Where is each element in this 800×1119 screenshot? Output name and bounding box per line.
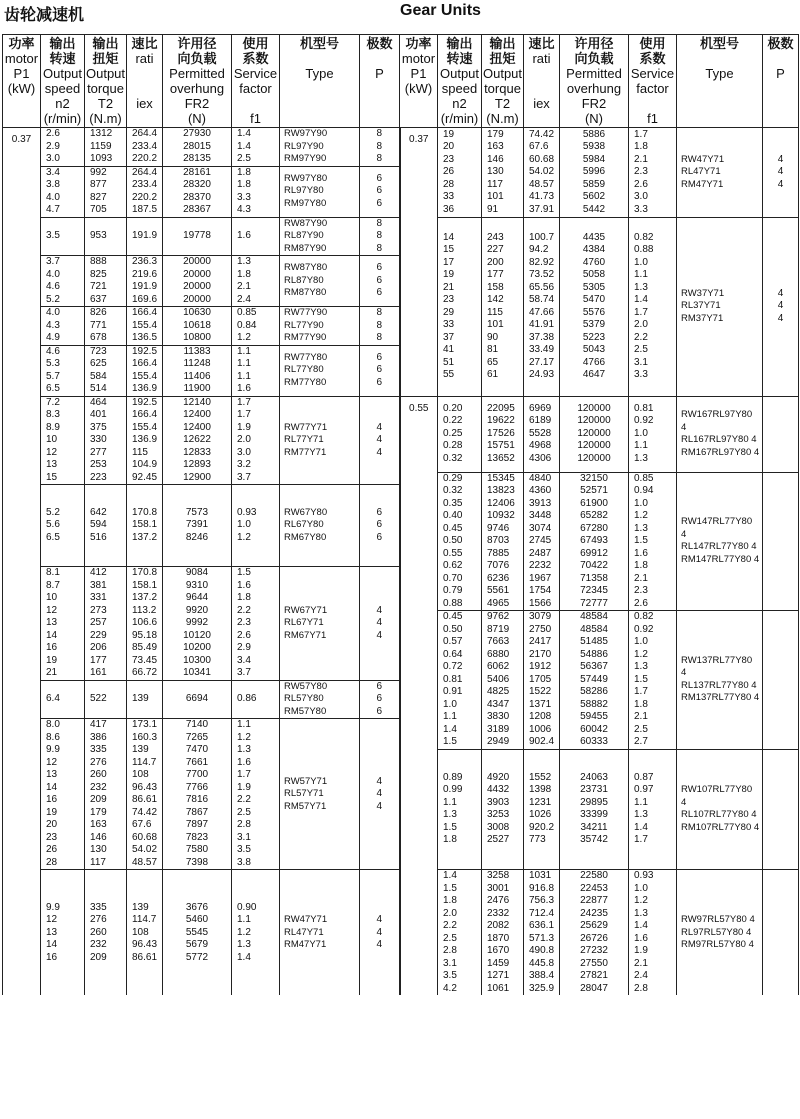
output-speed-cell: 0.89 0.99 1.1 1.3 1.5 1.8: [438, 749, 482, 870]
output-speed-cell: 4.6 5.3 5.7 6.5: [41, 345, 85, 396]
overhung-load-cell: 7573 7391 8246: [163, 485, 232, 567]
output-torque-cell: 417 386 335 276 260 232 209 179 163 146 130 117: [85, 719, 127, 870]
overhung-load-cell: 10630 10618 10800: [163, 307, 232, 346]
header-type: 机型号 Type: [280, 35, 360, 128]
service-factor-cell: 0.90 1.1 1.2 1.3 1.4: [232, 870, 280, 996]
ratio-cell: 1031 916.8 756.3 712.4 636.1 571.3 490.8 445.8 388.4 325.9: [524, 870, 560, 996]
ratio-cell: 6969 6189 5528 4968 4306: [524, 396, 560, 472]
output-speed-cell: 14 15 17 19 21 23 29 33 37 41 51 55: [438, 217, 482, 396]
service-factor-cell: 1.1 1.1 1.1 1.6: [232, 345, 280, 396]
service-factor-cell: 1.8 1.8 3.3 4.3: [232, 166, 280, 217]
poles-cell: [763, 749, 799, 870]
overhung-load-cell: 27930 28015 28135: [163, 128, 232, 167]
ratio-cell: 192.5 166.4 155.4 136.9 115 104.9 92.45: [127, 396, 163, 485]
header-poles-r: 极数 P: [763, 35, 799, 128]
service-factor-cell: 0.87 0.97 1.1 1.3 1.4 1.7: [629, 749, 677, 870]
overhung-load-cell: 5886 5938 5984 5996 5859 5602 5442: [560, 128, 629, 218]
output-speed-cell: 6.4: [41, 680, 85, 719]
output-speed-cell: 4.0 4.3 4.9: [41, 307, 85, 346]
poles-cell: 6 6 6: [360, 345, 400, 396]
header-torque: 输出 扭矩 Output torque T2 (N.m): [86, 36, 126, 126]
ratio-cell: 264.4 233.4 220.2 187.5: [127, 166, 163, 217]
model-type-cell: RW57Y71 RL57Y71 RM57Y71: [280, 719, 360, 870]
header-row: [3, 35, 799, 128]
overhung-load-cell: 7140 7265 7470 7661 7700 7766 7816 7867 7897 7823 7580 7398: [163, 719, 232, 870]
output-torque-cell: 522: [85, 680, 127, 719]
output-torque-cell: 992 877 827 705: [85, 166, 127, 217]
model-type-cell: RW77Y90 RL77Y90 RM77Y90: [280, 307, 360, 346]
output-torque-cell: 22095 19622 17526 15751 13652: [482, 396, 524, 472]
overhung-load-cell: 19778: [163, 217, 232, 256]
poles-cell: 6 6 6: [360, 680, 400, 719]
motor-power-cell: 0.37: [3, 128, 41, 996]
ratio-cell: 264.4 233.4 220.2: [127, 128, 163, 167]
header-speed-r: 输出 转速 Output speed n2 (r/min): [438, 35, 482, 128]
overhung-load-cell: 20000 20000 20000 20000: [163, 256, 232, 307]
output-speed-cell: 19 20 23 26 28 33 36: [438, 128, 482, 218]
ratio-cell: 170.8 158.1 137.2: [127, 485, 163, 567]
output-speed-cell: 3.4 3.8 4.0 4.7: [41, 166, 85, 217]
model-type-cell: RW137RL77Y80 4 RL137RL77Y80 4 RM137RL77Y80 4: [677, 611, 763, 750]
service-factor-cell: 0.93 1.0 1.2 1.3 1.4 1.6 1.9 2.1 2.4 2.8: [629, 870, 677, 996]
header-motor-r: 功率 motor P1 (kW): [400, 35, 438, 128]
output-torque-cell: 335 276 260 232 209: [85, 870, 127, 996]
ratio-cell: 139: [127, 680, 163, 719]
ratio-cell: 139 114.7 108 96.43 86.61: [127, 870, 163, 996]
motor-power-cell: 0.55: [400, 396, 438, 995]
poles-cell: [763, 611, 799, 750]
overhung-load-cell: 12140 12400 12400 12622 12833 12893 12900: [163, 396, 232, 485]
service-factor-cell: 1.5 1.6 1.8 2.2 2.3 2.6 2.9 3.4 3.7: [232, 567, 280, 681]
output-speed-cell: 8.0 8.6 9.9 12 13 14 16 19 20 23 26 28: [41, 719, 85, 870]
service-factor-cell: 0.81 0.92 1.0 1.1 1.3: [629, 396, 677, 472]
ratio-cell: 3079 2750 2417 2170 1912 1705 1522 1371 1208 1006 902.4: [524, 611, 560, 750]
output-torque-cell: 888 825 721 637: [85, 256, 127, 307]
header-torque-r: 输出 扭矩 Output torque T2 (N.m): [483, 36, 523, 126]
poles-cell: 4 4 4: [763, 217, 799, 396]
poles-cell: [763, 472, 799, 611]
output-torque-cell: 826 771 678: [85, 307, 127, 346]
output-speed-cell: 8.1 8.7 10 12 13 14 16 19 21: [41, 567, 85, 681]
motor-power-cell: 0.37: [400, 128, 438, 397]
ratio-cell: 100.7 94.2 82.92 73.52 65.56 58.74 47.66 41.91 37.38 33.49 27.17 24.93: [524, 217, 560, 396]
header-overhung: 许用径 向负载 Permitted overhung FR2 (N): [163, 35, 232, 128]
overhung-load-cell: 120000 120000 120000 120000 120000: [560, 396, 629, 472]
overhung-load-cell: 22580 22453 22877 24235 25629 26726 27232 27550 27821 28047: [560, 870, 629, 996]
service-factor-cell: 1.3 1.8 2.1 2.4: [232, 256, 280, 307]
header-ratio: 速比 rati iex: [127, 35, 163, 128]
page-title-en: Gear Units: [400, 2, 481, 19]
ratio-cell: 192.5 166.4 155.4 136.9: [127, 345, 163, 396]
poles-cell: 8 8 8: [360, 307, 400, 346]
output-torque-cell: 4920 4432 3903 3253 3008 2527: [482, 749, 524, 870]
poles-cell: 4 4 4: [360, 567, 400, 681]
overhung-load-cell: 24063 23731 29895 33399 34211 35742: [560, 749, 629, 870]
output-torque-cell: 3258 3001 2476 2332 2082 1870 1670 1459 1271 1061: [482, 870, 524, 996]
model-type-cell: RW87Y80 RL87Y80 RM87Y80: [280, 256, 360, 307]
ratio-cell: 1552 1398 1231 1026 920.2 773: [524, 749, 560, 870]
poles-cell: 4 4 4: [360, 396, 400, 485]
poles-cell: 4 4 4: [360, 870, 400, 996]
model-type-cell: RW97RL57Y80 4 RL97RL57Y80 4 RM97RL57Y80 4: [677, 870, 763, 996]
ratio-cell: 191.9: [127, 217, 163, 256]
output-torque-cell: 412 381 331 273 257 229 206 177 161: [85, 567, 127, 681]
model-type-cell: RW47Y71 RL47Y71 RM47Y71: [677, 128, 763, 218]
header-poles: 极数 P: [360, 35, 400, 128]
service-factor-cell: 1.4 1.4 2.5: [232, 128, 280, 167]
output-speed-cell: 7.2 8.3 8.9 10 12 13 15: [41, 396, 85, 485]
poles-cell: 6 6 6: [360, 256, 400, 307]
header-type-r: 机型号 Type: [677, 35, 763, 128]
poles-cell: [763, 870, 799, 996]
model-type-cell: RW67Y71 RL67Y71 RM67Y71: [280, 567, 360, 681]
output-torque-cell: 464 401 375 330 277 253 223: [85, 396, 127, 485]
poles-cell: 8 8 8: [360, 217, 400, 256]
model-type-cell: RW77Y80 RL77Y80 RM77Y80: [280, 345, 360, 396]
model-type-cell: RW97Y80 RL97Y80 RM97Y80: [280, 166, 360, 217]
header-motor: 功率 motor P1 (kW): [3, 35, 41, 128]
model-type-cell: RW147RL77Y80 4 RL147RL77Y80 4 RM147RL77Y80 4: [677, 472, 763, 611]
overhung-load-cell: 11383 11248 11406 11900: [163, 345, 232, 396]
header-speed: 输出 转速 Output speed n2 (r/min): [41, 35, 85, 128]
ratio-cell: 170.8 158.1 137.2 113.2 106.6 95.18 85.49 73.45 66.72: [127, 567, 163, 681]
output-speed-cell: 9.9 12 13 14 16: [41, 870, 85, 996]
ratio-cell: 173.1 160.3 139 114.7 108 96.43 86.61 74.42 67.6 60.68 54.02 48.57: [127, 719, 163, 870]
overhung-load-cell: 32150 52571 61900 65282 67280 67493 69912 70422 71358 72345 72777: [560, 472, 629, 611]
model-type-cell: RW37Y71 RL37Y71 RM37Y71: [677, 217, 763, 396]
overhung-load-cell: 28161 28320 28370 28367: [163, 166, 232, 217]
page-title-cn: 齿轮减速机: [4, 7, 85, 24]
output-torque-cell: 15345 13823 12406 10932 9746 8703 7885 7076 6236 5561 4965: [482, 472, 524, 611]
output-speed-cell: 0.45 0.50 0.57 0.64 0.72 0.81 0.91 1.0 1.1 1.4 1.5: [438, 611, 482, 750]
ratio-cell: 4840 4360 3913 3448 3074 2745 2487 2232 1967 1754 1566: [524, 472, 560, 611]
model-type-cell: RW57Y80 RL57Y80 RM57Y80: [280, 680, 360, 719]
service-factor-cell: 1.7 1.7 1.9 2.0 3.0 3.2 3.7: [232, 396, 280, 485]
model-type-cell: RW107RL77Y80 4 RL107RL77Y80 4 RM107RL77Y80 4: [677, 749, 763, 870]
model-type-cell: RW97Y90 RL97Y90 RM97Y90: [280, 128, 360, 167]
output-speed-cell: 3.7 4.0 4.6 5.2: [41, 256, 85, 307]
poles-cell: 4 4 4: [763, 128, 799, 218]
service-factor-cell: 1.6: [232, 217, 280, 256]
output-torque-cell: 642 594 516: [85, 485, 127, 567]
service-factor-cell: 1.1 1.2 1.3 1.6 1.7 1.9 2.2 2.5 2.8 3.1 3.5 3.8: [232, 719, 280, 870]
ratio-cell: 74.42 67.6 60.68 54.02 48.57 41.73 37.91: [524, 128, 560, 218]
model-type-cell: RW87Y90 RL87Y90 RM87Y90: [280, 217, 360, 256]
overhung-load-cell: 48584 48584 51485 54886 56367 57449 58286 58882 59455 60042 60333: [560, 611, 629, 750]
service-factor-cell: 0.85 0.84 1.2: [232, 307, 280, 346]
output-torque-cell: 243 227 200 177 158 142 115 101 90 81 65 61: [482, 217, 524, 396]
model-type-cell: RW47Y71 RL47Y71 RM47Y71: [280, 870, 360, 996]
output-speed-cell: 5.2 5.6 6.5: [41, 485, 85, 567]
output-torque-cell: 1312 1159 1093: [85, 128, 127, 167]
model-type-cell: RW77Y71 RL77Y71 RM77Y71: [280, 396, 360, 485]
output-speed-cell: 1.4 1.5 1.8 2.0 2.2 2.5 2.8 3.1 3.5 4.2: [438, 870, 482, 996]
overhung-load-cell: 3676 5460 5545 5679 5772: [163, 870, 232, 996]
ratio-cell: 166.4 155.4 136.5: [127, 307, 163, 346]
overhung-load-cell: 9084 9310 9644 9920 9992 10120 10200 10300 10341: [163, 567, 232, 681]
overhung-load-cell: 6694: [163, 680, 232, 719]
service-factor-cell: 0.93 1.0 1.2: [232, 485, 280, 567]
output-speed-cell: 2.6 2.9 3.0: [41, 128, 85, 167]
service-factor-cell: 0.85 0.94 1.0 1.2 1.3 1.5 1.6 1.8 2.1 2.3 2.6: [629, 472, 677, 611]
gear-units-table: [2, 34, 799, 995]
poles-cell: 8 8 8: [360, 128, 400, 167]
poles-cell: 6 6 6: [360, 166, 400, 217]
output-speed-cell: 0.29 0.32 0.35 0.40 0.45 0.50 0.55 0.62 0.70 0.79 0.88: [438, 472, 482, 611]
header-service-factor: 使用 系数 Service factor f1: [232, 35, 280, 128]
output-torque-cell: 9762 8719 7663 6880 6062 5406 4825 4347 3830 3189 2949: [482, 611, 524, 750]
service-factor-cell: 1.7 1.8 2.1 2.3 2.6 3.0 3.3: [629, 128, 677, 218]
output-torque-cell: 723 625 584 514: [85, 345, 127, 396]
service-factor-cell: 0.82 0.92 1.0 1.2 1.3 1.5 1.7 1.8 2.1 2.5 2.7: [629, 611, 677, 750]
output-speed-cell: 0.20 0.22 0.25 0.28 0.32: [438, 396, 482, 472]
output-torque-cell: 953: [85, 217, 127, 256]
header-service-factor-r: 使用 系数 Service factor f1: [629, 35, 677, 128]
output-torque-cell: 179 163 146 130 117 101 91: [482, 128, 524, 218]
poles-cell: 6 6 6: [360, 485, 400, 567]
service-factor-cell: 0.82 0.88 1.0 1.1 1.3 1.4 1.7 2.0 2.2 2.5 3.1 3.3: [629, 217, 677, 396]
overhung-load-cell: 4435 4384 4760 5058 5305 5470 5576 5379 5223 5043 4766 4647: [560, 217, 629, 396]
header-overhung-r: 许用径 向负载 Permitted overhung FR2 (N): [560, 35, 629, 128]
model-type-cell: RW67Y80 RL67Y80 RM67Y80: [280, 485, 360, 567]
service-factor-cell: 0.86: [232, 680, 280, 719]
model-type-cell: RW167RL97Y80 4 RL167RL97Y80 4 RM167RL97Y80 4: [677, 396, 763, 472]
poles-cell: 4 4 4: [360, 719, 400, 870]
output-speed-cell: 3.5: [41, 217, 85, 256]
header-ratio-r: 速比 rati iex: [524, 35, 560, 128]
ratio-cell: 236.3 219.6 191.9 169.6: [127, 256, 163, 307]
poles-cell: [763, 396, 799, 472]
